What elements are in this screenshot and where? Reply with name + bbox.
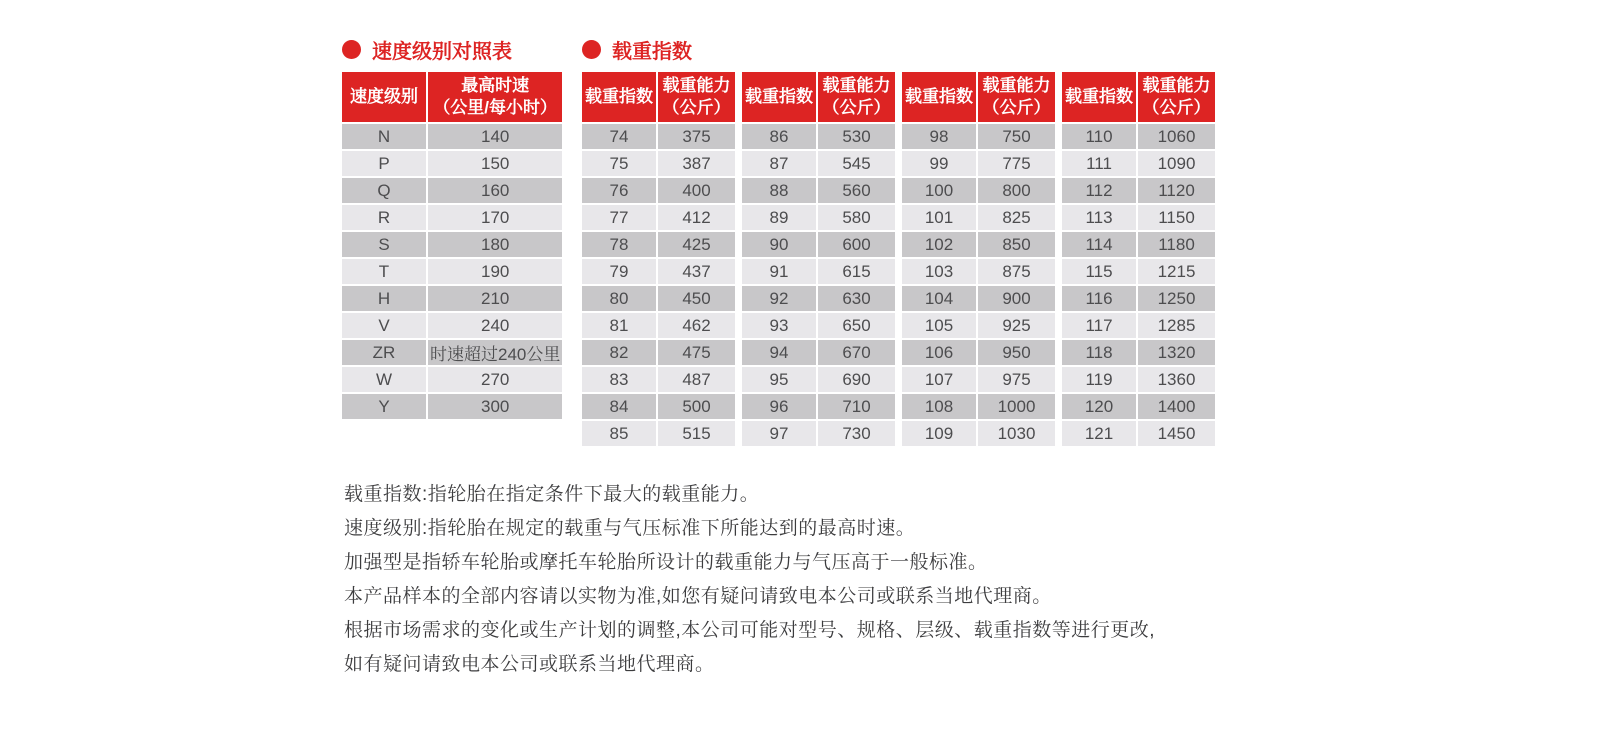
table-row [582, 367, 735, 392]
table-row [582, 394, 735, 419]
table-cell: H [342, 286, 426, 311]
table-cell: 875 [978, 259, 1055, 284]
table-cell: 375 [658, 124, 735, 149]
note-line: 本产品样本的全部内容请以实物为准,如您有疑问请致电本公司或联系当地代理商。 [344, 586, 1052, 607]
table-cell: 387 [658, 151, 735, 176]
table-row [742, 178, 895, 203]
table-cell: 1030 [978, 421, 1055, 446]
speed-table-title-label: 速度级别对照表 [372, 40, 512, 63]
table-cell: 425 [658, 232, 735, 257]
table-cell: 117 [1062, 313, 1136, 338]
column-header: 载重指数 [902, 72, 976, 122]
table-cell: 1250 [1138, 286, 1215, 311]
table-row [1062, 367, 1215, 392]
table-row [342, 232, 562, 257]
table-cell: 1180 [1138, 232, 1215, 257]
table-cell: 时速超过240公里 [428, 340, 562, 365]
table-cell: 1090 [1138, 151, 1215, 176]
table-cell: 437 [658, 259, 735, 284]
table-cell: 240 [428, 313, 562, 338]
table-row [342, 286, 562, 311]
speed-table-title [342, 38, 562, 63]
table-row [342, 340, 562, 365]
table-cell: 103 [902, 259, 976, 284]
table-cell: 120 [1062, 394, 1136, 419]
table-cell: S [342, 232, 426, 257]
note-line: 如有疑问请致电本公司或联系当地代理商。 [344, 654, 715, 675]
table-cell: 102 [902, 232, 976, 257]
table-header-row [902, 72, 1055, 122]
table-cell: 925 [978, 313, 1055, 338]
load-index-section [582, 38, 1215, 446]
load-table-title-label: 载重指数 [612, 40, 692, 63]
table-cell: 112 [1062, 178, 1136, 203]
table-cell: 114 [1062, 232, 1136, 257]
table-cell: 580 [818, 205, 895, 230]
red-dot-icon [342, 40, 361, 59]
load-index-table [1060, 70, 1217, 448]
table-row [902, 205, 1055, 230]
table-cell: 160 [428, 178, 562, 203]
table-cell: 615 [818, 259, 895, 284]
table-cell: 210 [428, 286, 562, 311]
table-cell: 850 [978, 232, 1055, 257]
table-cell: 78 [582, 232, 656, 257]
table-row [582, 205, 735, 230]
table-cell: V [342, 313, 426, 338]
table-cell: 1320 [1138, 340, 1215, 365]
table-cell: 93 [742, 313, 816, 338]
table-cell: 950 [978, 340, 1055, 365]
speed-rating-section [342, 38, 562, 419]
table-row [742, 205, 895, 230]
table-cell: 1120 [1138, 178, 1215, 203]
table-cell: 515 [658, 421, 735, 446]
column-header: 载重能力 （公斤） [978, 72, 1055, 122]
table-row [342, 151, 562, 176]
table-row [902, 259, 1055, 284]
table-cell: R [342, 205, 426, 230]
table-cell: 100 [902, 178, 976, 203]
table-row [902, 367, 1055, 392]
column-header: 载重指数 [582, 72, 656, 122]
table-row [342, 394, 562, 419]
note-line: 根据市场需求的变化或生产计划的调整,本公司可能对型号、规格、层级、载重指数等进行更改, [344, 620, 1156, 641]
table-cell: 690 [818, 367, 895, 392]
table-cell: 730 [818, 421, 895, 446]
table-cell: W [342, 367, 426, 392]
table-cell: 101 [902, 205, 976, 230]
table-cell: 77 [582, 205, 656, 230]
red-dot-icon [582, 40, 601, 59]
table-row [342, 259, 562, 284]
table-cell: 750 [978, 124, 1055, 149]
table-cell: 190 [428, 259, 562, 284]
table-row [742, 394, 895, 419]
table-row [582, 151, 735, 176]
table-cell: 89 [742, 205, 816, 230]
table-row [902, 178, 1055, 203]
table-cell: 84 [582, 394, 656, 419]
table-cell: 87 [742, 151, 816, 176]
table-cell: 121 [1062, 421, 1136, 446]
table-row [1062, 124, 1215, 149]
note-line: 加强型是指轿车轮胎或摩托车轮胎所设计的载重能力与气压高于一般标准。 [344, 552, 988, 573]
table-cell: P [342, 151, 426, 176]
table-row [342, 367, 562, 392]
table-cell: 98 [902, 124, 976, 149]
table-row [582, 124, 735, 149]
table-row [1062, 178, 1215, 203]
table-cell: Y [342, 394, 426, 419]
table-cell: 91 [742, 259, 816, 284]
table-row [1062, 259, 1215, 284]
table-row [342, 124, 562, 149]
table-row [582, 340, 735, 365]
table-cell: 545 [818, 151, 895, 176]
table-cell: 825 [978, 205, 1055, 230]
table-cell: 900 [978, 286, 1055, 311]
table-cell: 82 [582, 340, 656, 365]
table-cell: 113 [1062, 205, 1136, 230]
table-cell: 85 [582, 421, 656, 446]
table-cell: 975 [978, 367, 1055, 392]
column-header: 载重能力 （公斤） [658, 72, 735, 122]
table-cell: 560 [818, 178, 895, 203]
table-row [742, 124, 895, 149]
table-cell: 1360 [1138, 367, 1215, 392]
load-index-table [900, 70, 1057, 448]
table-header-row [742, 72, 895, 122]
load-index-table [740, 70, 897, 448]
table-cell: 97 [742, 421, 816, 446]
table-cell: 108 [902, 394, 976, 419]
table-cell: 487 [658, 367, 735, 392]
table-cell: 116 [1062, 286, 1136, 311]
table-cell: N [342, 124, 426, 149]
table-row [902, 340, 1055, 365]
table-row [742, 151, 895, 176]
table-row [1062, 421, 1215, 446]
table-row [582, 421, 735, 446]
table-row [342, 178, 562, 203]
table-cell: 1400 [1138, 394, 1215, 419]
table-cell: T [342, 259, 426, 284]
table-cell: 96 [742, 394, 816, 419]
table-row [902, 151, 1055, 176]
table-row [582, 232, 735, 257]
table-cell: 475 [658, 340, 735, 365]
table-row [902, 313, 1055, 338]
table-cell: 83 [582, 367, 656, 392]
column-header-speed-grade: 速度级别 [342, 72, 426, 122]
table-cell: 412 [658, 205, 735, 230]
table-cell: 170 [428, 205, 562, 230]
table-row [1062, 151, 1215, 176]
table-cell: 109 [902, 421, 976, 446]
table-cell: 300 [428, 394, 562, 419]
table-row [742, 259, 895, 284]
table-row [1062, 232, 1215, 257]
load-table-title [582, 38, 1215, 63]
table-row [582, 259, 735, 284]
table-row [582, 178, 735, 203]
table-cell: 180 [428, 232, 562, 257]
table-cell: 650 [818, 313, 895, 338]
table-row [902, 232, 1055, 257]
table-cell: 94 [742, 340, 816, 365]
footnotes [344, 478, 1155, 682]
table-header-row [1062, 72, 1215, 122]
table-cell: 1150 [1138, 205, 1215, 230]
table-row [902, 394, 1055, 419]
table-cell: 1000 [978, 394, 1055, 419]
table-cell: 775 [978, 151, 1055, 176]
table-cell: 710 [818, 394, 895, 419]
table-header-row [342, 72, 562, 122]
table-header-row [582, 72, 735, 122]
table-cell: 81 [582, 313, 656, 338]
column-header: 载重指数 [742, 72, 816, 122]
table-cell: 630 [818, 286, 895, 311]
column-header-max-speed: 最高时速 （公里/每小时） [428, 72, 562, 122]
table-cell: 800 [978, 178, 1055, 203]
column-header: 载重能力 （公斤） [818, 72, 895, 122]
load-index-table [580, 70, 737, 448]
table-cell: 450 [658, 286, 735, 311]
table-cell: 1060 [1138, 124, 1215, 149]
table-cell: ZR [342, 340, 426, 365]
table-cell: 99 [902, 151, 976, 176]
table-cell: 79 [582, 259, 656, 284]
table-row [1062, 313, 1215, 338]
table-cell: 500 [658, 394, 735, 419]
table-cell: 530 [818, 124, 895, 149]
table-cell: 76 [582, 178, 656, 203]
column-header: 载重能力 （公斤） [1138, 72, 1215, 122]
table-row [902, 286, 1055, 311]
table-cell: 119 [1062, 367, 1136, 392]
table-cell: 75 [582, 151, 656, 176]
speed-rating-table [340, 70, 564, 421]
table-cell: 106 [902, 340, 976, 365]
table-row [742, 313, 895, 338]
table-cell: 110 [1062, 124, 1136, 149]
table-cell: 111 [1062, 151, 1136, 176]
table-cell: 80 [582, 286, 656, 311]
table-cell: 1450 [1138, 421, 1215, 446]
table-cell: 150 [428, 151, 562, 176]
table-cell: 92 [742, 286, 816, 311]
table-cell: 104 [902, 286, 976, 311]
table-cell: 1215 [1138, 259, 1215, 284]
table-row [1062, 205, 1215, 230]
table-row [742, 232, 895, 257]
note-line: 载重指数:指轮胎在指定条件下最大的载重能力。 [344, 484, 760, 505]
table-cell: 95 [742, 367, 816, 392]
table-cell: 86 [742, 124, 816, 149]
table-cell: 105 [902, 313, 976, 338]
table-row [1062, 394, 1215, 419]
table-row [582, 286, 735, 311]
load-index-tables [582, 72, 1215, 446]
table-row [342, 313, 562, 338]
table-row [742, 340, 895, 365]
table-cell: 88 [742, 178, 816, 203]
table-row [742, 367, 895, 392]
table-cell: 140 [428, 124, 562, 149]
table-cell: 107 [902, 367, 976, 392]
table-row [742, 286, 895, 311]
table-cell: 270 [428, 367, 562, 392]
table-cell: 90 [742, 232, 816, 257]
table-row [582, 313, 735, 338]
table-row [902, 124, 1055, 149]
table-cell: 115 [1062, 259, 1136, 284]
note-line: 速度级别:指轮胎在规定的载重与气压标准下所能达到的最高时速。 [344, 518, 916, 539]
table-cell: 1285 [1138, 313, 1215, 338]
table-row [342, 205, 562, 230]
table-row [1062, 340, 1215, 365]
table-cell: 462 [658, 313, 735, 338]
column-header: 载重指数 [1062, 72, 1136, 122]
table-row [1062, 286, 1215, 311]
table-cell: 118 [1062, 340, 1136, 365]
table-row [742, 421, 895, 446]
table-cell: Q [342, 178, 426, 203]
table-row [902, 421, 1055, 446]
table-cell: 670 [818, 340, 895, 365]
table-cell: 74 [582, 124, 656, 149]
table-cell: 400 [658, 178, 735, 203]
table-cell: 600 [818, 232, 895, 257]
